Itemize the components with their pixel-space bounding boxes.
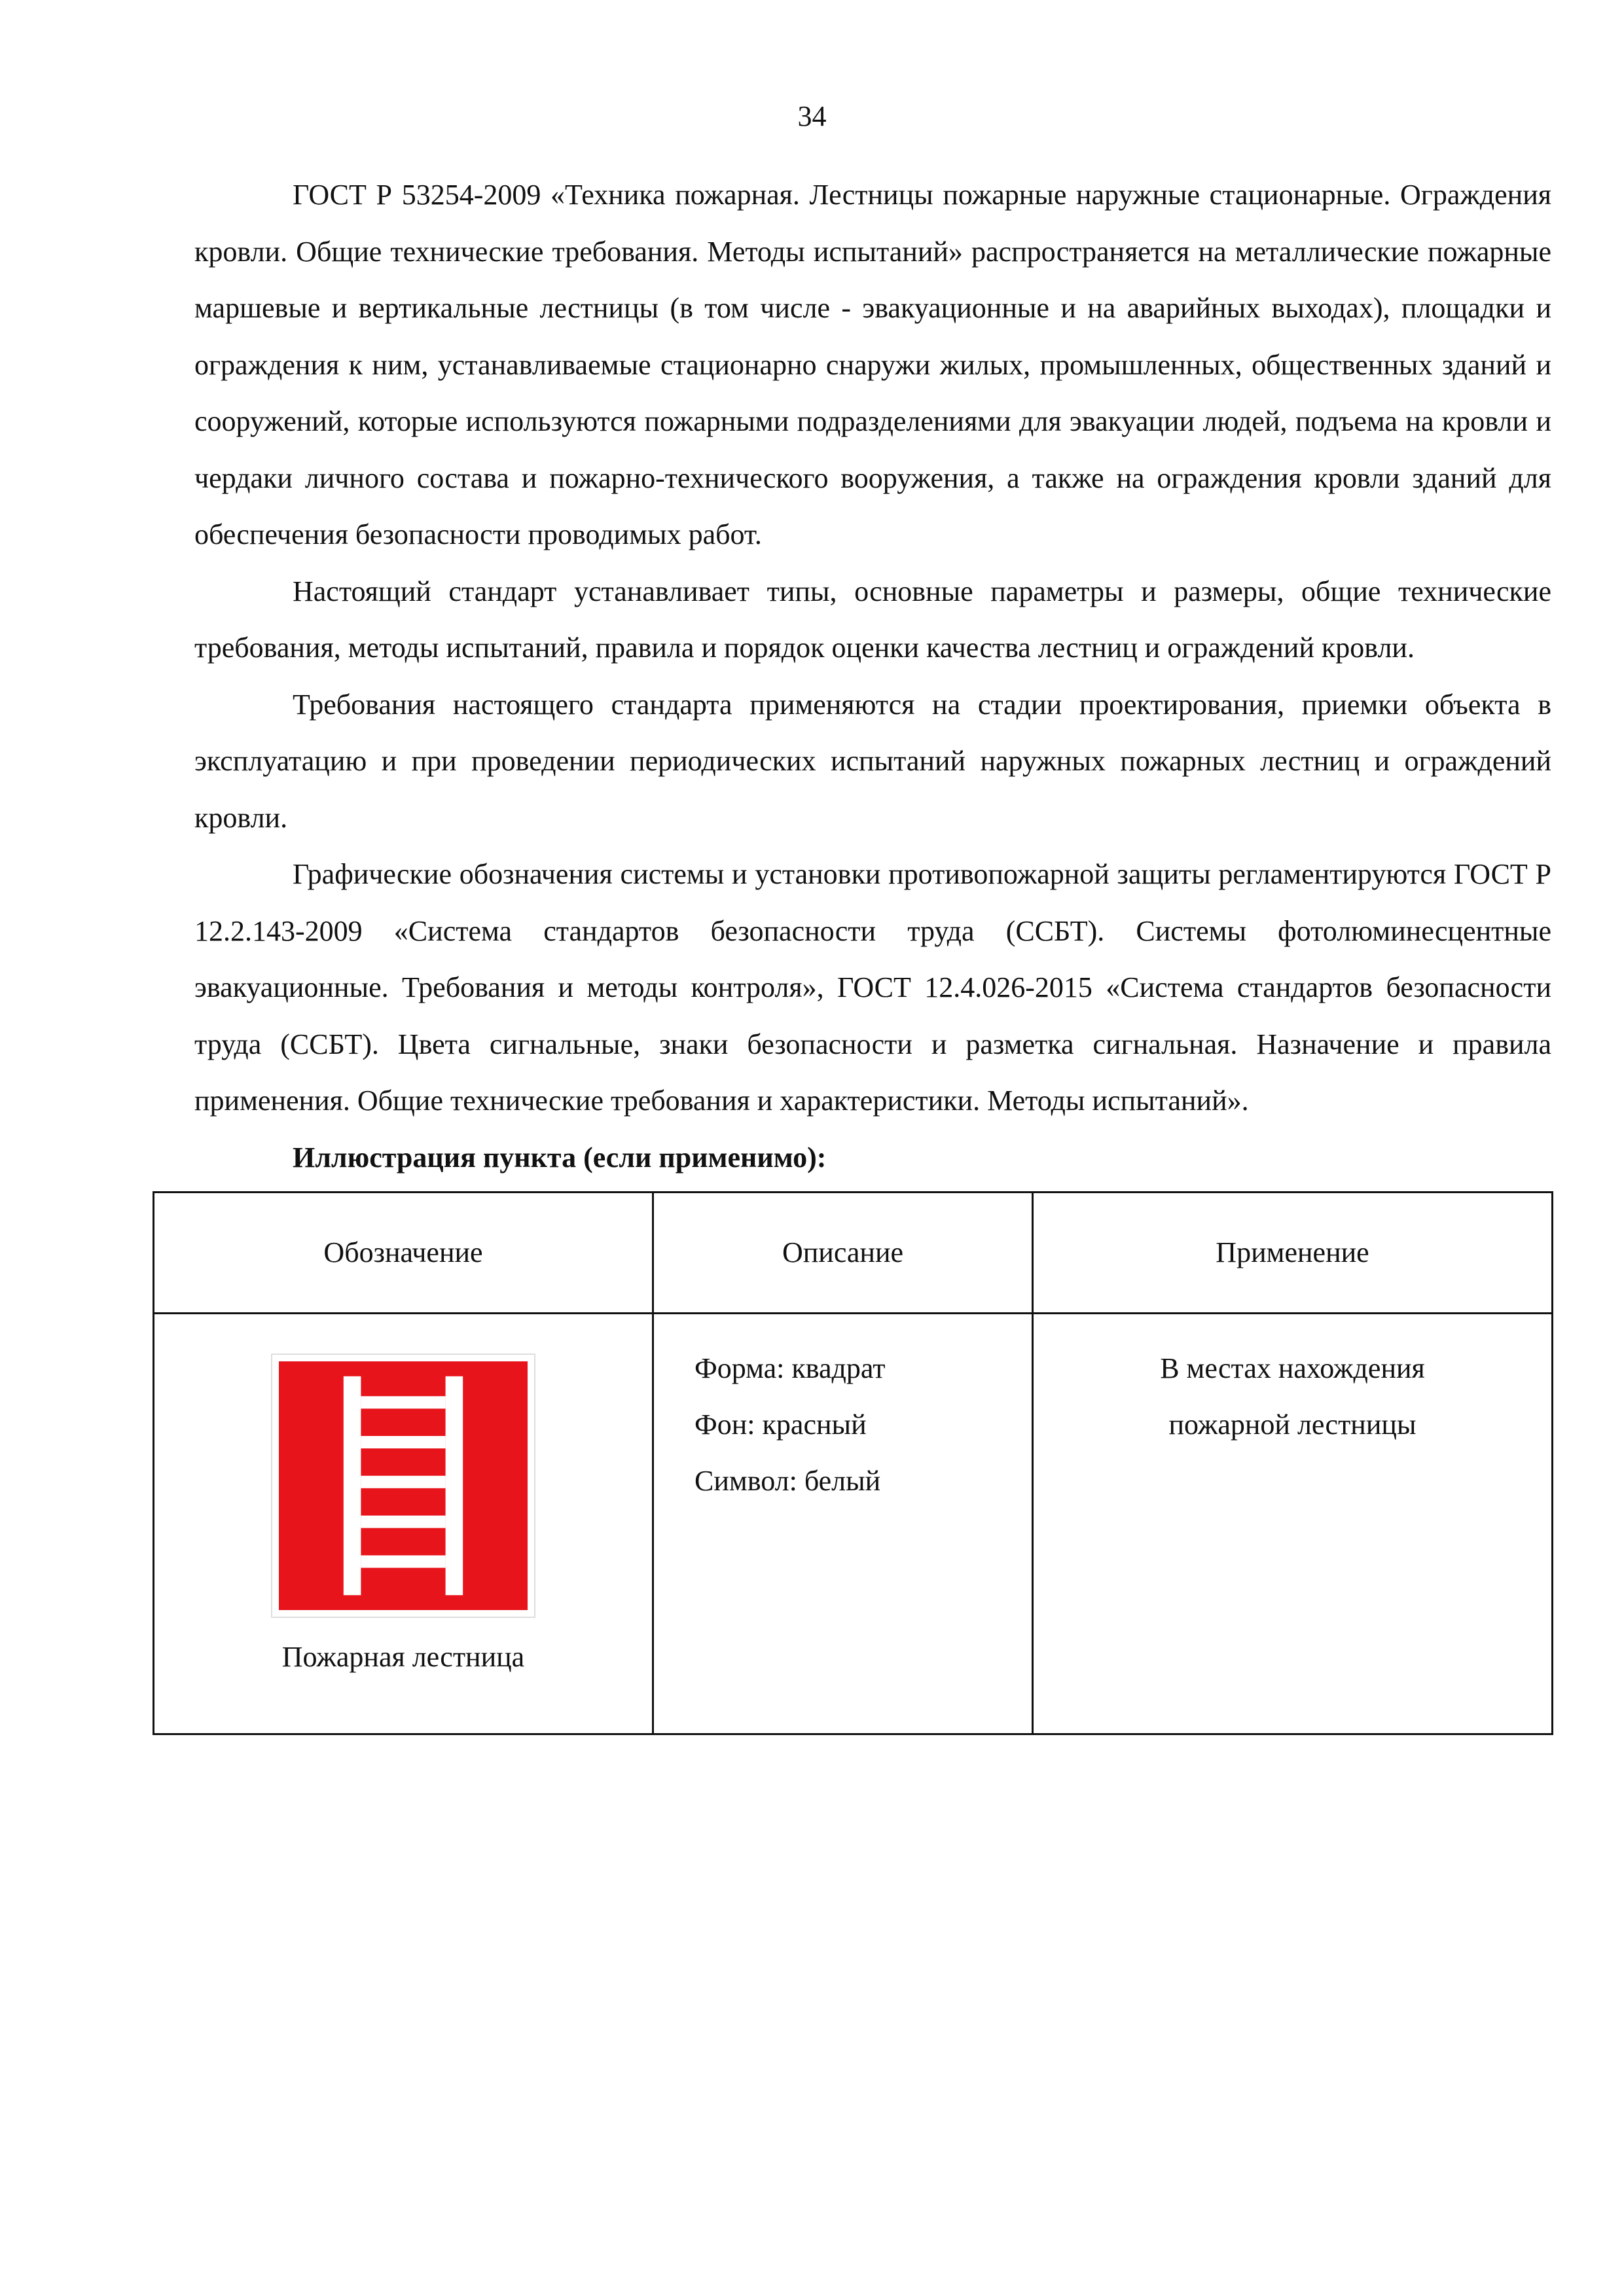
paragraph-graphic-symbols: Графические обозначения системы и установки противопожарной защиты регламентируются ГОСТ Р 12.2.143-2009 «Система стандартов безопасности труда (ССБТ). Системы фотолюминесцентные эвакуационные. Требования и методы контроля», ГОСТ 12.4.026-2015 «Система стандартов безопасности труда (ССБТ). Цвета сигнальные, знаки безопасности и разметка сигнальная. Назначение и правила применения. Общие технические требования и характеристики. Методы испытаний». (194, 858, 1551, 1117)
fire-ladder-icon (279, 1361, 528, 1610)
signs-table (153, 1191, 1553, 1735)
paragraph-standard-scope: Настоящий стандарт устанавливает типы, основные параметры и размеры, общие технические требования, методы испытаний, правила и порядок оценки качества лестниц и ограждений кровли. (194, 575, 1551, 664)
table-row (154, 1313, 1553, 1734)
page-content (194, 167, 1551, 1735)
table-header-row (154, 1192, 1553, 1313)
header-description: Описание (653, 1192, 1033, 1313)
paragraph-requirements: Требования настоящего стандарта применяются на стадии проектирования, приемки объекта в эксплуатацию и при проведении периодических испытаний наружных пожарных лестниц и ограждений кровли. (194, 688, 1551, 834)
sign-cell (154, 1313, 653, 1734)
description-shape: Форма: квадрат (695, 1352, 886, 1384)
header-designation: Обозначение (154, 1192, 653, 1313)
paragraph-gost-53254: ГОСТ Р 53254-2009 «Техника пожарная. Лестницы пожарные наружные стационарные. Ограждения кровли. Общие технические требования. Методы испытаний» распространяется на металлические пожарные маршевые и вертикальные лестницы (в том числе - эвакуационные и на аварийных выходах), площадки и ограждения к ним, устанавливаемые стационарно снаружи жилых, промышленных, общественных зданий и сооружений, которые используются пожарными подразделениями для эвакуации людей, подъема на кровли и чердаки личного состава и пожарно-технического вооружения, а также на ограждения кровли зданий для обеспечения безопасности проводимых работ. (194, 179, 1551, 550)
sign-caption: Пожарная лестница (281, 1640, 525, 1673)
fire-ladder-sign (271, 1354, 535, 1618)
application-cell (1033, 1313, 1553, 1734)
header-application: Применение (1033, 1192, 1553, 1313)
description-symbol: Символ: белый (695, 1464, 881, 1497)
description-cell (653, 1313, 1033, 1734)
application-line-1: В местах нахождения (1160, 1352, 1425, 1384)
page-number: 34 (797, 100, 827, 132)
description-background: Фон: красный (695, 1408, 867, 1441)
illustration-title: Иллюстрация пункта (если применимо): (293, 1141, 827, 1174)
application-line-2: пожарной лестницы (1168, 1408, 1416, 1441)
